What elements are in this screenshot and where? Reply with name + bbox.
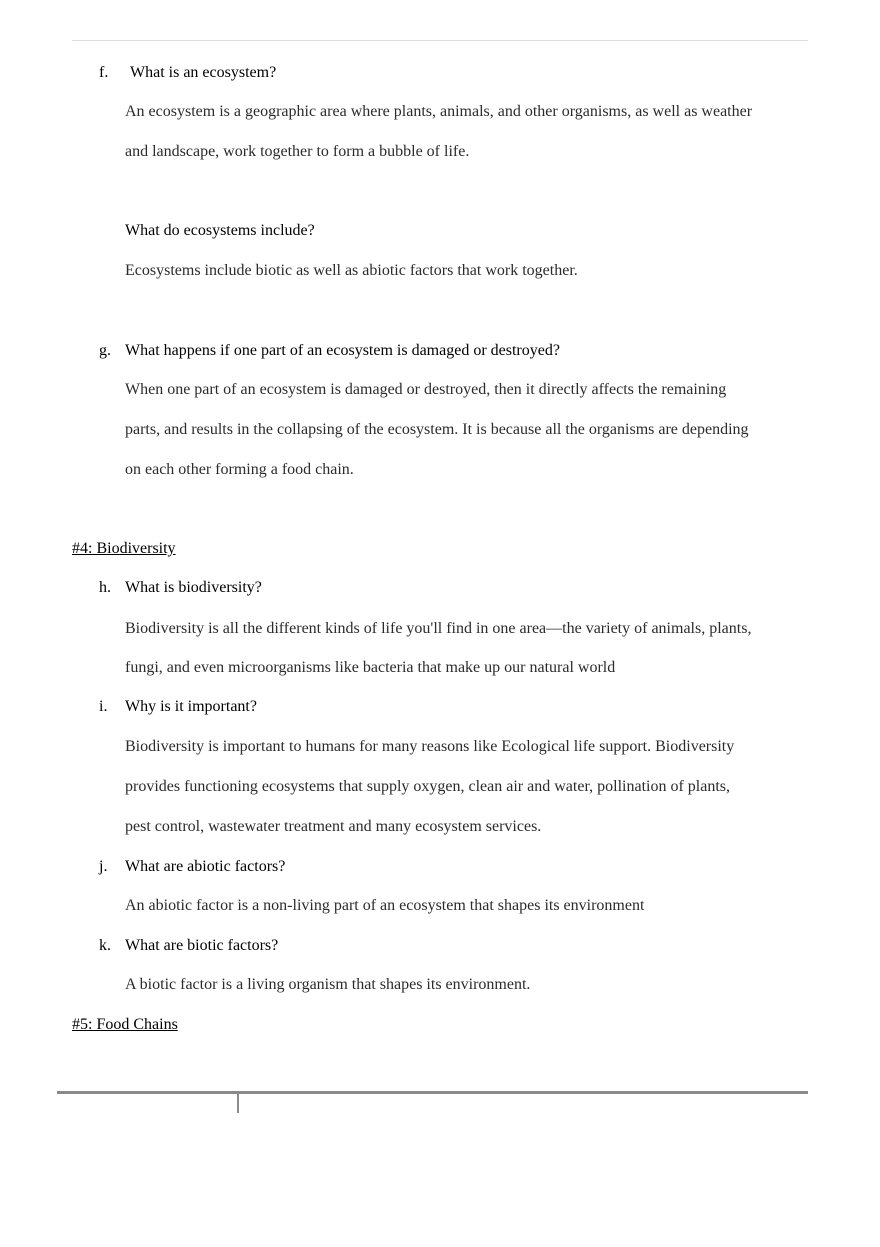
top-divider: [72, 40, 808, 41]
item-h-answer-line: Biodiversity is all the different kinds of life you'll find in one area—the variety of animals, plants,: [125, 620, 752, 637]
item-f-sub-question: What do ecosystems include?: [125, 222, 315, 239]
item-g-answer-line: When one part of an ecosystem is damaged or destroyed, then it directly affects the remaining: [125, 381, 727, 398]
item-g-question: What happens if one part of an ecosystem is damaged or destroyed?: [125, 342, 560, 359]
item-g-answer-line: parts, and results in the collapsing of the ecosystem. It is because all the organisms are depending: [125, 421, 749, 438]
item-f-answer-line: and landscape, work together to form a bubble of life.: [125, 143, 470, 160]
item-h-marker: h.: [99, 579, 111, 596]
section-heading-food-chains: #5: Food Chains: [72, 1016, 178, 1033]
item-f-answer-line: An ecosystem is a geographic area where plants, animals, and other organisms, as well as weather: [125, 103, 753, 120]
item-i-answer-line: provides functioning ecosystems that supply oxygen, clean air and water, pollination of plants,: [125, 778, 730, 795]
section-heading-biodiversity: #4: Biodiversity: [72, 540, 176, 557]
item-g-answer-line: on each other forming a food chain.: [125, 461, 354, 478]
footer-divider: [57, 1091, 808, 1094]
footer-divider-tick: [237, 1094, 239, 1113]
item-k-question: What are biotic factors?: [125, 937, 279, 954]
item-f-sub-answer: Ecosystems include biotic as well as abiotic factors that work together.: [125, 262, 578, 279]
item-h-answer-line: fungi, and even microorganisms like bacteria that make up our natural world: [125, 659, 616, 676]
item-j-question: What are abiotic factors?: [125, 858, 286, 875]
item-j-answer-line: An abiotic factor is a non-living part of an ecosystem that shapes its environment: [125, 897, 645, 914]
item-k-answer-line: A biotic factor is a living organism that shapes its environment.: [125, 976, 531, 993]
item-j-marker: j.: [99, 858, 108, 875]
item-h-question: What is biodiversity?: [125, 579, 262, 596]
item-f-question: What is an ecosystem?: [130, 64, 277, 81]
item-i-question: Why is it important?: [125, 698, 257, 715]
item-f-marker: f.: [99, 64, 109, 81]
item-g-marker: g.: [99, 342, 111, 359]
item-k-marker: k.: [99, 937, 111, 954]
item-i-marker: i.: [99, 698, 108, 715]
item-i-answer-line: pest control, wastewater treatment and many ecosystem services.: [125, 818, 542, 835]
item-i-answer-line: Biodiversity is important to humans for many reasons like Ecological life support. Biodiversity: [125, 738, 735, 755]
